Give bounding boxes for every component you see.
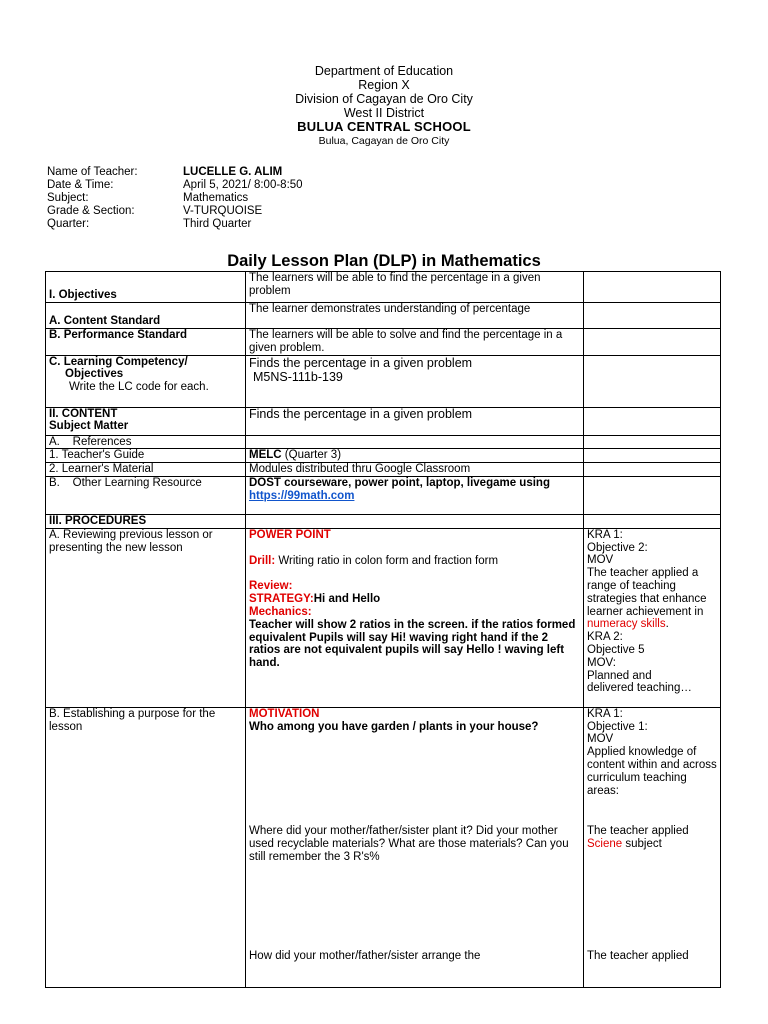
kra-line: MOV	[587, 554, 614, 567]
kra-description: The teacher applied a range of teaching strategies that enhance learner achievement in numeracy skills.	[587, 567, 707, 631]
info-row-grade	[47, 205, 303, 218]
drill-text: Writing ratio in colon form and fraction form	[275, 554, 499, 567]
kra-line: KRA 1:	[587, 528, 623, 541]
kra-line: MOV	[587, 733, 614, 746]
motivation-heading: MOTIVATION	[249, 707, 320, 720]
info-value: April 5, 2021/ 8:00-8:50	[183, 179, 303, 191]
mechanics-text: Teacher will show 2 ratios in the screen. if the ratios formed equivalent Pupils will say Hi! waving right hand if the 2 ratios are not equivalent pupils will say Hello ! waving left hand.	[249, 618, 576, 670]
info-label: Quarter:	[47, 218, 90, 230]
table-row	[46, 407, 721, 435]
review-label: Review:	[249, 580, 293, 593]
melc-label: MELC	[249, 449, 282, 462]
content-sublabel: Subject Matter	[49, 420, 129, 433]
table-row	[46, 476, 721, 514]
info-label: Name of Teacher:	[47, 166, 138, 178]
strategy-text: Hi and Hello	[313, 593, 381, 606]
row-content: The learner demonstrates understanding of percentage	[246, 303, 584, 329]
page-title: Daily Lesson Plan (DLP) in Mathematics	[227, 252, 541, 270]
info-label: Grade & Section:	[47, 205, 135, 217]
info-row-date	[47, 179, 303, 192]
table-row	[46, 435, 721, 449]
table-row	[46, 329, 721, 356]
motivation-question-3: How did your mother/father/sister arrange the	[249, 949, 481, 962]
drill-label: Drill:	[249, 554, 276, 567]
kra-line: delivered teaching…	[587, 682, 692, 695]
table-row	[46, 272, 721, 303]
info-label: Subject:	[47, 192, 89, 204]
kra-line: Objective 2:	[587, 541, 648, 554]
row-label: A. References	[46, 435, 246, 449]
kra-line: KRA 1:	[587, 707, 623, 720]
table-row	[46, 303, 721, 329]
competency-label: C. Learning Competency/	[49, 355, 188, 368]
row-content	[246, 514, 584, 528]
competency-sublabel: Objectives	[65, 368, 124, 381]
row-label: 2. Learner's Material	[46, 463, 246, 477]
info-row-quarter	[47, 218, 303, 231]
row-label: B. Establishing a purpose for the lesson	[46, 707, 246, 987]
99math-link[interactable]: https://99math.com	[249, 489, 355, 502]
row-label	[46, 407, 246, 435]
row-remarks	[584, 707, 721, 987]
table-row	[46, 514, 721, 528]
lesson-plan-table	[45, 271, 721, 988]
table-row	[46, 463, 721, 477]
competency-code: M5NS-111b-139	[253, 369, 343, 384]
applied-subject: Sciene subject	[587, 838, 662, 851]
applied-line: The teacher applied	[587, 825, 689, 838]
row-remarks	[584, 476, 721, 514]
strategy-line	[249, 593, 580, 606]
row-label: A. Content Standard	[46, 303, 246, 329]
info-row-subject	[47, 192, 303, 205]
row-label: A. Reviewing previous lesson or presenting the new lesson	[46, 528, 246, 707]
document-header	[0, 64, 768, 148]
drill-line	[249, 555, 580, 568]
row-content	[246, 707, 584, 987]
header-department: Department of Education	[314, 64, 454, 78]
applied-line: The teacher applied	[587, 949, 689, 962]
info-value: Third Quarter	[183, 218, 252, 230]
row-label: B. Performance Standard	[46, 329, 246, 356]
row-remarks	[584, 272, 721, 303]
header-division: Division of Cagayan de Oro City	[295, 92, 473, 106]
row-content: The learners will be able to find the percentage in a given problem	[246, 272, 584, 303]
resource-text: DOST courseware, power point, laptop, livegame using	[249, 476, 550, 489]
motivation-question-2: Where did your mother/father/sister plant it? Did your mother used recyclable materials? What are those materials? Can you still remember the 3 R's%	[249, 825, 569, 863]
competency-text: Finds the percentage in a given problem	[249, 355, 473, 370]
kra-line: KRA 2:	[587, 631, 623, 644]
row-content	[246, 435, 584, 449]
kra-line: Objective 5	[587, 643, 645, 656]
kra-description: Applied knowledge of content within and across curriculum teaching areas:	[587, 746, 717, 797]
row-content: Finds the percentage in a given problem	[246, 407, 584, 435]
row-remarks	[584, 528, 721, 707]
table-row	[46, 707, 721, 987]
content-label: II. CONTENT	[49, 407, 118, 420]
row-remarks	[584, 435, 721, 449]
header-school-name: BULUA CENTRAL SCHOOL	[297, 119, 471, 134]
row-label: 1. Teacher's Guide	[46, 449, 246, 463]
row-remarks	[584, 303, 721, 329]
row-content	[246, 449, 584, 463]
header-school-address: Bulua, Cagayan de Oro City	[318, 135, 450, 147]
row-remarks	[584, 449, 721, 463]
info-value: V-TURQUOISE	[183, 205, 263, 217]
row-remarks	[584, 407, 721, 435]
table-row	[46, 449, 721, 463]
row-label	[46, 355, 246, 407]
row-label: III. PROCEDURES	[46, 514, 246, 528]
row-content	[246, 355, 584, 407]
table-row	[46, 355, 721, 407]
info-row-teacher	[47, 166, 303, 179]
kra-line: Planned and	[587, 669, 652, 682]
row-remarks	[584, 463, 721, 477]
row-content: The learners will be able to solve and find the percentage in a given problem.	[246, 329, 584, 356]
melc-quarter: (Quarter 3)	[281, 449, 342, 462]
numeracy-skills-text: numeracy skills	[587, 618, 666, 631]
row-label: B. Other Learning Resource	[46, 476, 246, 514]
header-district: West II District	[343, 106, 425, 120]
row-remarks	[584, 514, 721, 528]
header-region: Region X	[358, 78, 410, 92]
info-label: Date & Time:	[47, 179, 114, 191]
power-point-heading: POWER POINT	[249, 528, 331, 541]
table-row	[46, 528, 721, 707]
info-value: Mathematics	[183, 192, 249, 204]
row-content: Modules distributed thru Google Classroom	[246, 463, 584, 477]
kra-line: Objective 1:	[587, 720, 648, 733]
teacher-info	[47, 166, 303, 231]
strategy-label: STRATEGY:	[249, 593, 314, 606]
info-value: LUCELLE G. ALIM	[183, 166, 283, 178]
row-remarks	[584, 329, 721, 356]
competency-note: Write the LC code for each.	[69, 381, 209, 394]
row-content	[246, 528, 584, 707]
row-remarks	[584, 355, 721, 407]
motivation-question: Who among you have garden / plants in your house?	[249, 720, 539, 733]
row-content	[246, 476, 584, 514]
kra-line: MOV:	[587, 656, 616, 669]
row-label: I. Objectives	[46, 272, 246, 303]
mechanics-label: Mechanics:	[249, 605, 312, 618]
